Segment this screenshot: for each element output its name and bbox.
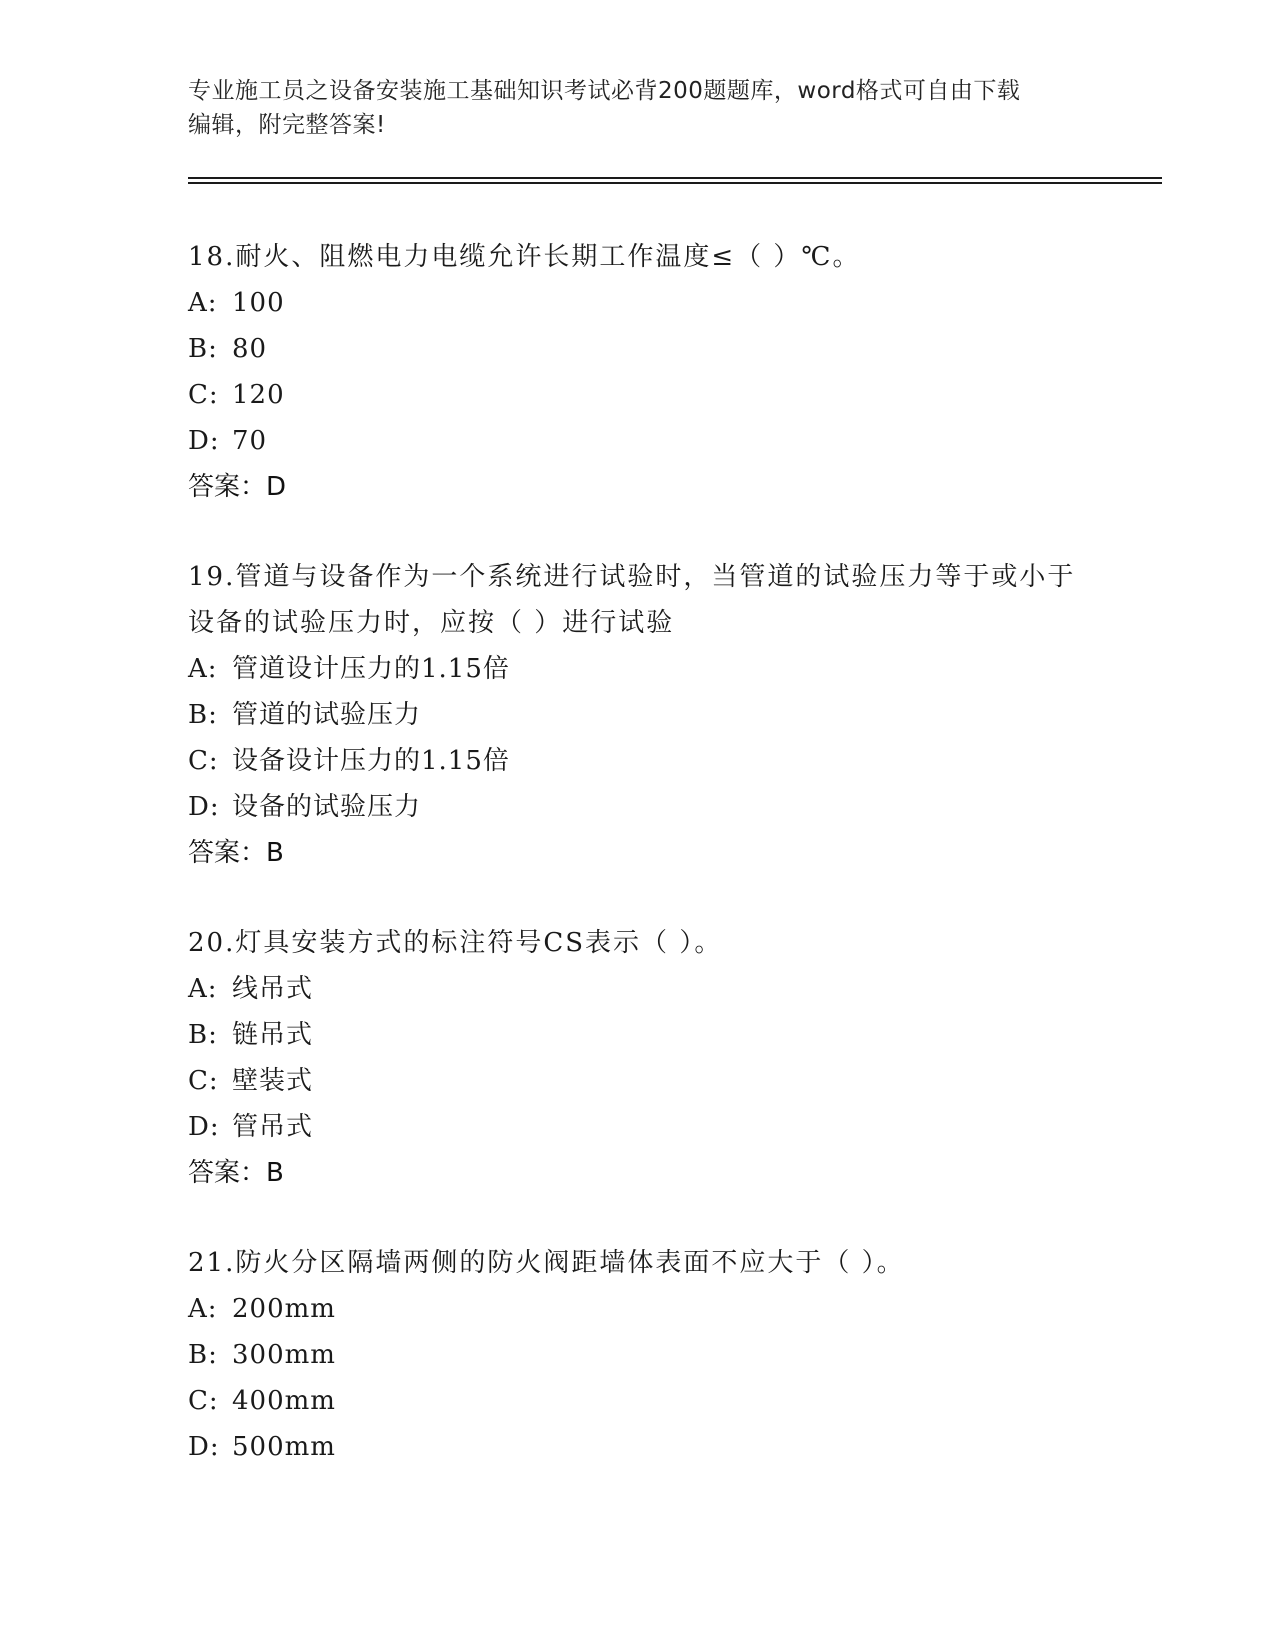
option-letter: B: (188, 1020, 218, 1050)
option-text: 300mm (232, 1340, 336, 1370)
option-b (188, 326, 1088, 372)
option-text: 管吊式 (232, 1112, 314, 1142)
option-letter: C: (188, 746, 219, 776)
option-d (188, 418, 1088, 464)
option-a (188, 1286, 1088, 1332)
option-text: 400mm (232, 1386, 336, 1416)
option-letter: B: (188, 700, 218, 730)
answer-line: 答案：D (188, 472, 287, 502)
header-divider-bottom (188, 182, 1162, 184)
option-c (188, 1378, 1088, 1424)
option-b (188, 692, 1088, 738)
question-21 (188, 1240, 1088, 1470)
option-d (188, 1424, 1088, 1470)
option-text: 管道设计压力的1.15倍 (232, 654, 510, 684)
option-text: 链吊式 (232, 1020, 314, 1050)
option-text: 壁装式 (232, 1066, 314, 1096)
answer-line: 答案：B (188, 838, 284, 868)
option-text: 设备设计压力的1.15倍 (232, 746, 510, 776)
option-letter: C: (188, 380, 219, 410)
question-stem: 19.管道与设备作为一个系统进行试验时，当管道的试验压力等于或小于设备的试验压力时，应按（ ）进行试验 (188, 562, 1076, 638)
question-stem: 20.灯具安装方式的标注符号CS表示（ ）。 (188, 928, 723, 958)
option-a (188, 280, 1088, 326)
option-letter: D: (188, 1432, 220, 1462)
option-letter: A: (188, 654, 218, 684)
option-d (188, 784, 1088, 830)
option-letter: C: (188, 1386, 219, 1416)
question-18 (188, 234, 1088, 510)
option-letter: B: (188, 334, 218, 364)
option-a (188, 646, 1088, 692)
option-c (188, 372, 1088, 418)
option-b (188, 1332, 1088, 1378)
option-a (188, 966, 1088, 1012)
option-text: 线吊式 (232, 974, 314, 1004)
option-text: 管道的试验压力 (232, 700, 422, 730)
document-header (188, 74, 1078, 142)
question-19 (188, 554, 1088, 876)
option-letter: A: (188, 288, 218, 318)
option-text: 80 (232, 334, 268, 364)
question-20 (188, 920, 1088, 1196)
option-letter: A: (188, 974, 218, 1004)
option-letter: C: (188, 1066, 219, 1096)
option-text: 100 (232, 288, 285, 318)
option-text: 设备的试验压力 (232, 792, 422, 822)
header-title-line-2: 编辑，附完整答案! (188, 112, 386, 138)
option-letter: B: (188, 1340, 218, 1370)
question-stem: 18.耐火、阻燃电力电缆允许长期工作温度≤（ ）℃。 (188, 242, 861, 272)
option-letter: D: (188, 792, 220, 822)
question-stem: 21.防火分区隔墙两侧的防火阀距墙体表面不应大于（ ）。 (188, 1248, 905, 1278)
option-c (188, 738, 1088, 784)
option-d (188, 1104, 1088, 1150)
header-divider-top (188, 177, 1162, 179)
option-letter: D: (188, 426, 220, 456)
option-text: 120 (232, 380, 285, 410)
option-b (188, 1012, 1088, 1058)
option-text: 70 (232, 426, 268, 456)
header-title-line-1: 专业施工员之设备安装施工基础知识考试必背200题题库，word格式可自由下载 (188, 78, 1021, 104)
answer-line: 答案：B (188, 1158, 284, 1188)
option-letter: D: (188, 1112, 220, 1142)
option-letter: A: (188, 1294, 218, 1324)
option-text: 500mm (232, 1432, 336, 1462)
option-text: 200mm (232, 1294, 336, 1324)
option-c (188, 1058, 1088, 1104)
